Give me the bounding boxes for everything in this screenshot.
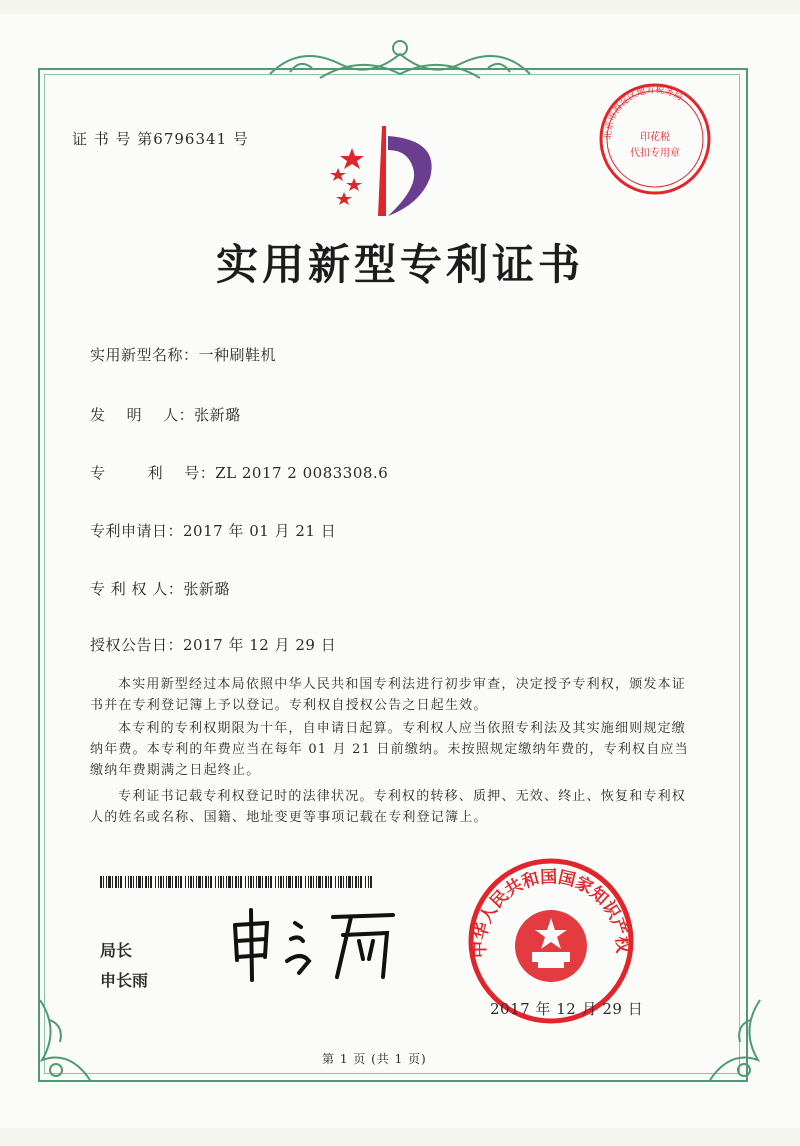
field-patent-number xyxy=(90,462,388,483)
top-ornament-icon xyxy=(260,34,540,94)
field-label: 实用新型名称： xyxy=(90,346,199,364)
handwritten-signature-icon xyxy=(225,905,405,985)
barcode xyxy=(100,876,376,888)
scan-edge-top xyxy=(0,0,800,14)
field-patentee xyxy=(90,578,230,599)
tax-stamp xyxy=(596,80,714,202)
field-application-date xyxy=(90,520,336,541)
field-value: ZL 2017 2 0083308.6 xyxy=(215,464,389,482)
page-title: 实用新型专利证书 xyxy=(215,240,584,289)
field-value: 张新璐 xyxy=(194,406,241,424)
corner-ornament-bottom-right-icon xyxy=(690,990,770,1090)
paragraph-term-notice: 本专利的专利权期限为十年，自申请日起算。专利权人应当依照专利法及其实施细则规定缴纳年费。本专利的年费应当在每年 01 月 21 日前缴纳。未按照规定缴纳年费的，专利权自应当缴纳年费期满之日起终止。 xyxy=(90,721,689,778)
field-grant-date xyxy=(90,634,336,655)
field-label: 专 利 权 人： xyxy=(90,580,184,598)
issue-date: 2017 年 12 月 29 日 xyxy=(490,1000,644,1018)
svg-text:中华人民共和国国家知识产权局: 中华人民共和国国家知识产权 xyxy=(469,867,633,958)
patent-office-emblem-icon xyxy=(320,120,450,220)
corner-ornament-bottom-left-icon xyxy=(30,990,110,1090)
paragraph-legal-status: 专利证书记载专利权登记时的法律状况。专利权的转移、质押、无效、终止、恢复和专利权人的姓名或名称、国籍、地址变更等事项记载在专利登记簿上。 xyxy=(90,789,687,825)
field-inventor xyxy=(90,404,241,425)
field-value: 2017 年 12 月 29 日 xyxy=(183,636,337,654)
page-number: 第 1 页 (共 1 页) xyxy=(322,1052,427,1066)
svg-text:印花税: 印花税 xyxy=(640,132,670,143)
paragraph-grant-notice: 本实用新型经过本局依照中华人民共和国专利法进行初步审查，决定授予专利权，颁发本证书并在专利登记簿上予以登记。专利权自授权公告之日起生效。 xyxy=(90,677,687,713)
field-value: 2017 年 01 月 21 日 xyxy=(183,522,337,540)
certificate-number: 证 书 号 第6796341 号 xyxy=(72,130,249,148)
field-label: 专利申请日： xyxy=(90,522,184,540)
field-label: 专 利 号： xyxy=(90,464,216,482)
field-label: 发 明 人： xyxy=(90,406,195,424)
signatory-role: 局长 xyxy=(100,941,133,960)
field-utility-model-name xyxy=(90,344,276,365)
field-value: 张新璐 xyxy=(183,580,230,598)
scan-edge-bottom xyxy=(0,1128,800,1146)
barcode-bar xyxy=(370,876,372,888)
signatory-name: 申长雨 xyxy=(100,971,149,990)
svg-text:北京市海淀区地方税务局: 北京市海淀区地方税务局 xyxy=(603,85,684,140)
field-label: 授权公告日： xyxy=(90,636,184,654)
field-value: 一种刷鞋机 xyxy=(198,346,277,364)
svg-text:代扣专用章: 代扣专用章 xyxy=(630,148,680,159)
